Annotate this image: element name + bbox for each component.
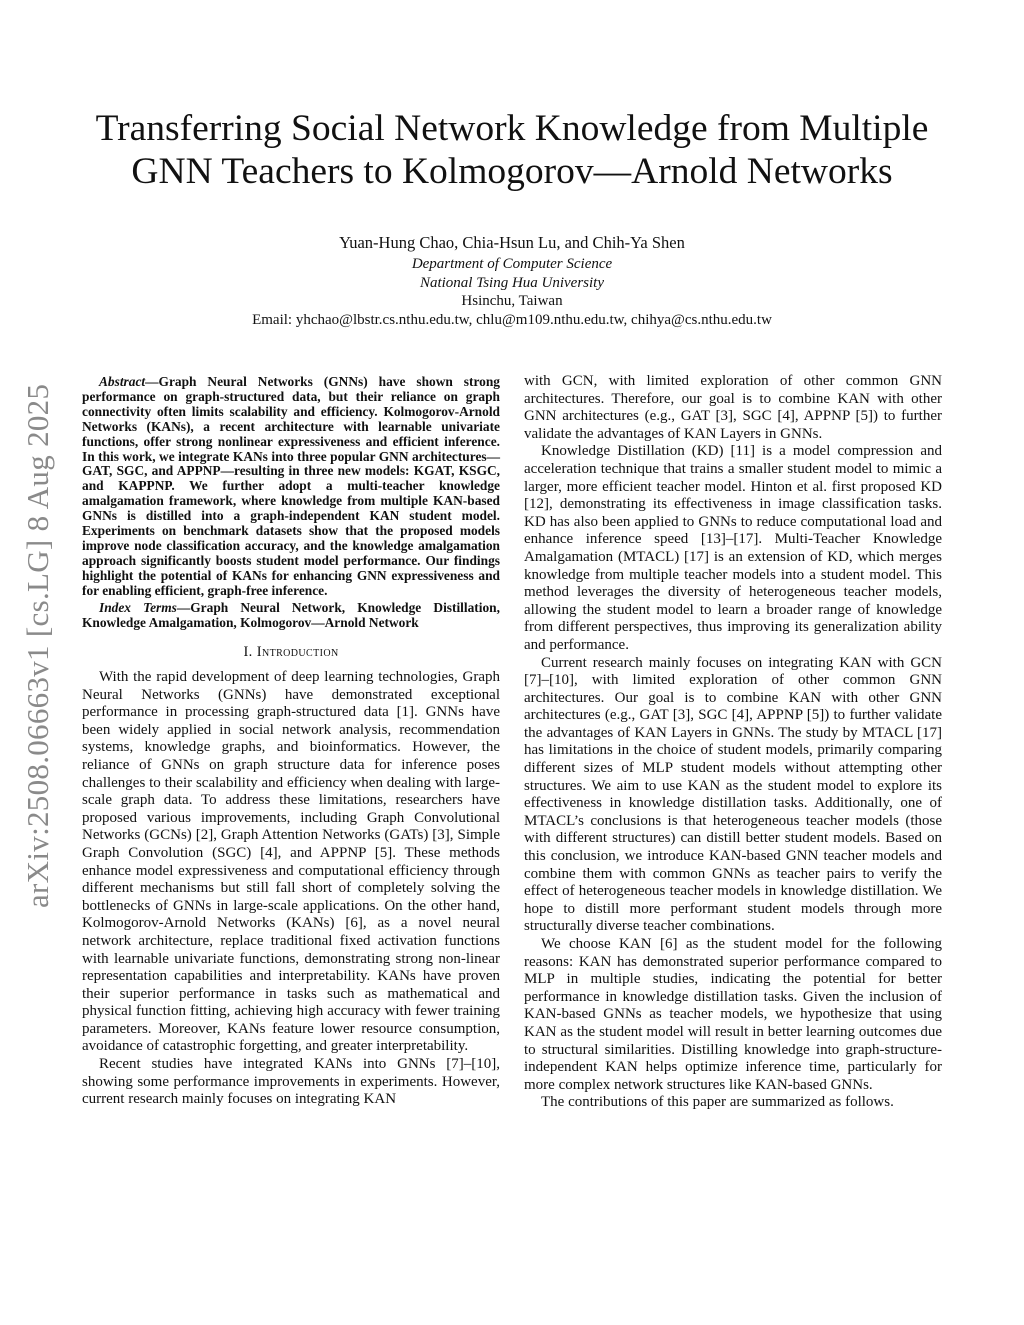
intro-paragraph-3: Knowledge Distillation (KD) [11] is a model compression and acceleration technique that trains a smaller student model to mimic a larger, more efficient teacher model. Hinton et al. first proposed KD [12], demonstrating its effectiveness in image classification tasks. KD has also been applied to GNNs to reduce computational load and enhance inference speed [13]–[17]. Multi-Teacher Knowledge Amalgamation (MTACL) [17] is an extension of KD, which merges knowledge from multiple teacher models into a student model. This method leverages the diversity of heterogeneous teacher models, allowing the student model to learn a broader range of knowledge from different perspectives, thus improving its generalization ability and performance.: [524, 443, 942, 653]
author-list: Yuan-Hung Chao, Chia-Hsun Lu, and Chih-Ya Shen: [339, 233, 685, 252]
intro-paragraph-2: Recent studies have integrated KANs into GNNs [7]–[10], showing some performance improvements in experiments. However, current research mainly focuses on integrating KAN: [82, 1056, 500, 1108]
intro-paragraph-1: With the rapid development of deep learning technologies, Graph Neural Networks (GNNs) have demonstrated exceptional performance in processing graph-structured data [1]. GNNs have been widely applied in social network analysis, recommendation systems, knowledge graphs, and bioinformatics. However, the reliance of GNNs on graph structure data for inference poses challenges to their scalability and efficiency when dealing with large-scale graph data. To address these limitations, researchers have proposed various improvements, including Graph Convolutional Networks (GCNs) [2], Graph Attention Networks (GATs) [3], Simple Graph Convolution (SGC) [4], and APPNP [5]. These methods enhance model expressiveness and computational efficiency through different mechanisms but still fall short of completely solving the bottlenecks of GNNs in large-scale applications. On the other hand, Kolmogorov-Arnold Networks (KANs) [6], as a novel neural network architecture, replace traditional fixed activation functions with learnable univariate functions, demonstrating strong non-linear representation capabilities and interpretability. KANs have proven their superior performance in tasks such as mathematical and physical function fitting, achieving high accuracy with fewer training parameters. Moreover, KANs feature lower resource consumption, avoidance of catastrophic forgetting, and greater interpretability.: [82, 669, 500, 1055]
email-line: Email: yhchao@lbstr.cs.nthu.edu.tw, chlu@m109.nthu.edu.tw, chihya@cs.nthu.edu.tw: [252, 311, 772, 328]
intro-paragraph-2-continued: with GCN, with limited exploration of other common GNN architectures. Therefore, our goal is to combine KAN with other GNN architectures (e.g., GAT [3], SGC [4], APPNP [5]) to further validate the advantages of KAN Layers in GNNs.: [524, 373, 942, 442]
abstract-text: —Graph Neural Networks (GNNs) have shown strong performance on graph-structured data, but their reliance on graph connectivity often limits scalability and efficiency. Kolmogorov-Arnold Networks (KANs), a recent architecture with learnable univariate functions, offer strong nonlinear expressiveness and efficient inference. In this work, we integrate KANs into three popular GNN architectures—GAT, SGC, and APPNP—resulting in three new models: KGAT, KSGC, and KAPPNP. We further adopt a multi-teacher knowledge amalgamation framework, where knowledge from multiple KAN-based GNNs is distilled into a graph-independent KAN student model. Experiments on benchmark datasets show that the proposed models improve node classification accuracy, and the knowledge amalgamation approach significantly boosts student model performance. Our findings highlight the potential of KANs for enhancing GNN expressiveness and for enabling efficient, graph-free inference.: [82, 374, 500, 598]
intro-paragraph-5: We choose KAN [6] as the student model for the following reasons: KAN has demonstrated superior performance compared to MLP in multiple studies, indicating the potential for better performance in knowledge distillation tasks. Given the inclusion of KAN-based GNNs as teacher models, we hypothesize that using KAN as the student model will result in better learning outcomes due to structural similarities. Distilling knowledge into graph-structure-independent KAN helps optimize inference time, particularly for more complex network structures like KAN-based GNNs.: [524, 936, 942, 1093]
abstract-label: Abstract: [99, 374, 146, 389]
location: Hsinchu, Taiwan: [461, 293, 563, 309]
arxiv-identifier: arXiv:2508.06663v1 [cs.LG] 8 Aug 2025: [20, 383, 55, 908]
university: National Tsing Hua University: [419, 274, 605, 291]
section-heading-introduction: I. Introduction: [243, 644, 339, 661]
intro-paragraph-6: The contributions of this paper are summarized as follows.: [541, 1094, 894, 1111]
index-terms: [82, 601, 500, 631]
index-terms-label: Index Terms: [99, 599, 177, 615]
index-terms-text: —Graph Neural Network, Knowledge Distillation, Knowledge Amalgamation, Kolmogorov—Arnold Network: [82, 599, 500, 630]
department: Department of Computer Science: [411, 256, 613, 272]
right-column: [524, 373, 942, 1112]
abstract: [82, 375, 500, 599]
paper-title: Transferring Social Network Knowledge from Multiple GNN Teachers to Kolmogorov—Arnold Networks: [95, 108, 929, 193]
intro-paragraph-4: Current research mainly focuses on integrating KAN with GCN [7]–[10], with limited exploration of other common GNN architectures. Our goal is to combine KAN with other GNN architectures (e.g., GAT [3], SGC [4], APPNP [5]) to further validate the advantages of KAN Layers in GNNs. The study by MTACL [17] has limitations in the choice of student models, primarily comparing different sizes of MLP student models without attempting other structures. We aim to use KAN as the student model to explore its effectiveness in knowledge distillation tasks. Additionally, one of MTACL’s conclusions is that heterogeneous teacher models (those with different structures) can distill better student models. Based on this conclusion, we introduce KAN-based GNN teacher models and combine them with common GNNs as teacher pairs to verify the effect of heterogeneous teacher models in knowledge distillation. We hope to distill more performant student models through more structurally diverse teacher combinations.: [524, 654, 942, 935]
left-column: [82, 375, 500, 1109]
affiliation-block: [90, 255, 934, 329]
